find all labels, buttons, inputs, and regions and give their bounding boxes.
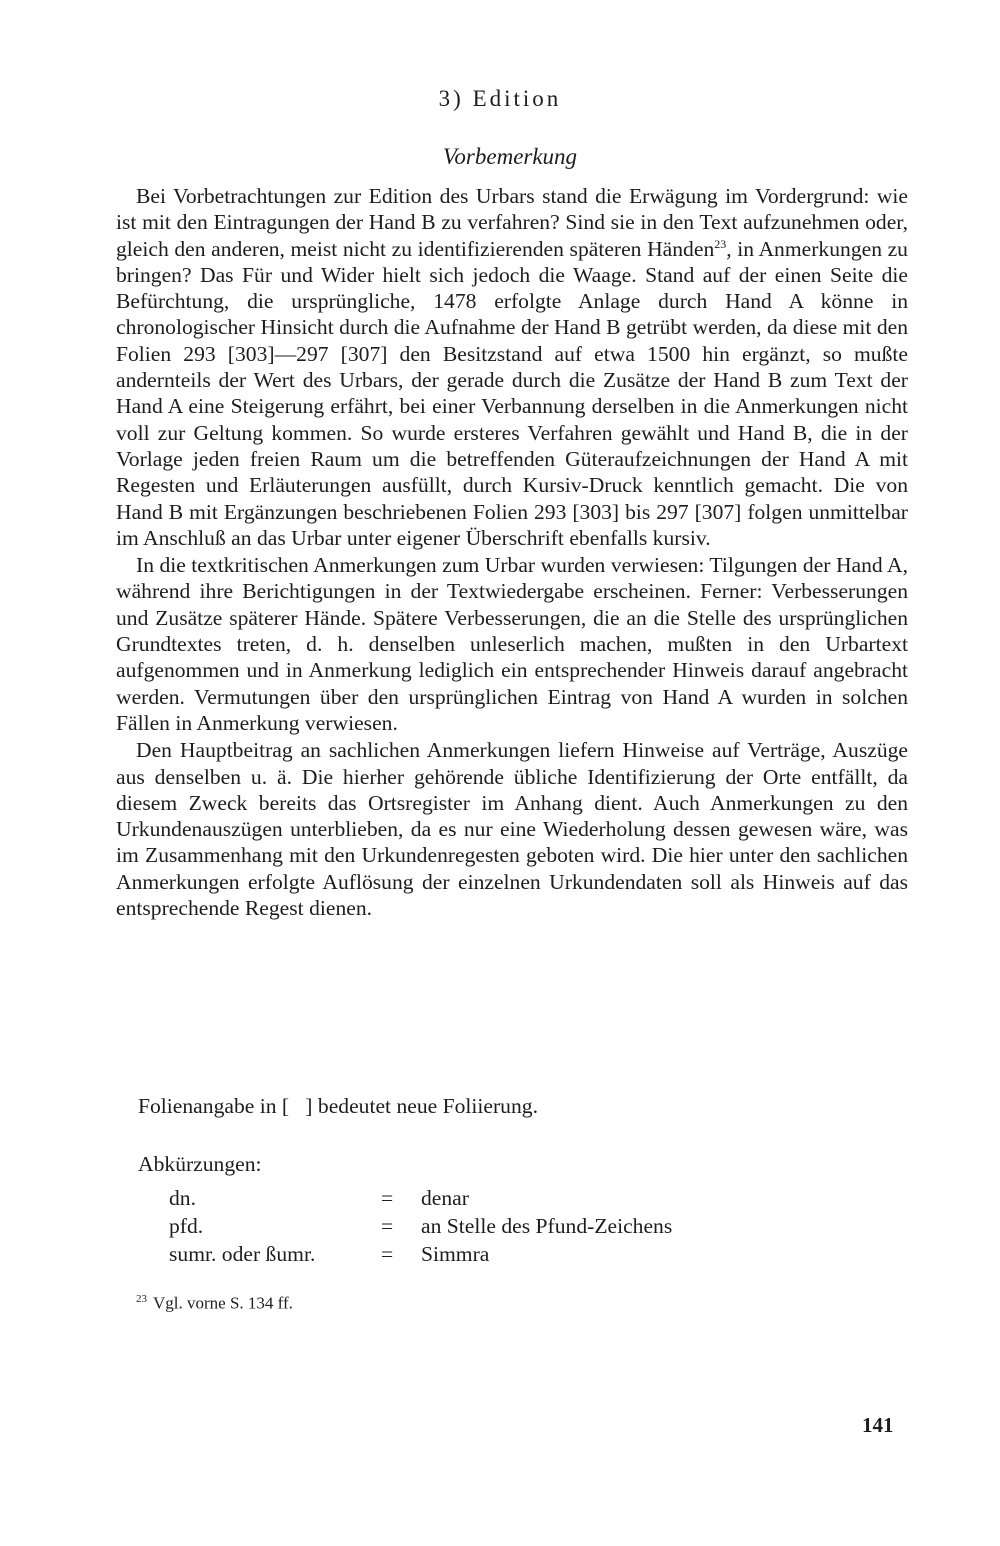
paragraph-3: Den Hauptbeitrag an sachlichen Anmerkungen liefern Hinweise auf Verträge, Auszüge aus denselben u. ä. Die hierher gehörende übliche Identifizierung der Orte entfällt, da diesem Zweck bereits das Ortsregister im Anhang dient. Auch Anmerkungen zu den Urkundenauszügen unterblieben, da es nur eine Wiederholung dessen gewesen wäre, was im Zusammenhang mit den Urkundenregesten geboten wird. Die hier unter den sachlichen Anmerkungen erfolgte Auflösung der einzelnen Urkundendaten soll als Hinweis auf das entsprechende Regest dienen. — [116, 738, 908, 921]
foliierung-note: Folienangabe in [ ] bedeutet neue Foliierung. — [138, 1094, 538, 1118]
abbreviation-meaning: Simmra — [421, 1242, 490, 1266]
paragraph-1-text: Bei Vorbetrachtungen zur Edition des Urbars stand die Erwägung im Vordergrund: wie ist mit den Eintragungen der Hand B zu verfahren? Sind sie in den Text aufzunehmen oder, gleich den anderen, meist nicht zu identifizierenden späteren Händen — [116, 184, 908, 261]
abbreviations-title: Abkürzungen: — [138, 1152, 262, 1176]
paragraph-1 — [116, 183, 908, 551]
abbreviation-row — [169, 1242, 672, 1270]
paragraph-1-text-continued: , in Anmerkungen zu bringen? Das Für und Wider hielt sich jedoch die Waage. Stand auf der einen Seite die Befürchtung, die ursprüngliche, 1478 erfolgte Anlage durch Hand A könne in chronologischer Hinsicht durch die Aufnahme der Hand B getrübt werden, da diese mit den Folien 293 [303]—297 [307] den Besitzstand auf etwa 1500 hin ergänzt, so mußte andernteils der Wert des Urbars, der gerade durch die Zusätze der Hand B zum Text der Hand A eine Steigerung erfährt, bei einer Verbannung derselben in die Anmerkungen nicht voll zur Geltung kommen. So wurde ersteres Verfahren gewählt und Hand B, die in der Vorlage jeden freien Raum um die betreffenden Güteraufzeichnungen der Hand A mit Regesten und Erläuterungen ausfüllt, durch Kursiv-Druck kenntlich gemacht. Die von Hand B mit Ergänzungen beschriebenen Folien 293 [303] bis 297 [307] folgen unmittelbar im Anschluß an das Urbar unter eigener Überschrift ebenfalls kursiv. — [116, 236, 908, 550]
abbreviation-term: pfd. — [169, 1214, 204, 1238]
section-subheading: Vorbemerkung — [442, 144, 578, 169]
abbreviation-equals: = — [381, 1214, 394, 1238]
footnote-reference: 23 — [714, 236, 727, 251]
abbreviation-row — [169, 1214, 672, 1242]
footnote-text: Vgl. vorne S. 134 ff. — [153, 1293, 293, 1313]
abbreviations-table — [169, 1186, 672, 1270]
page-number: 141 — [862, 1413, 894, 1437]
section-heading: 3) Edition — [438, 86, 562, 111]
abbreviation-equals: = — [381, 1242, 394, 1266]
abbreviation-meaning: denar — [421, 1186, 469, 1210]
footnote — [136, 1293, 293, 1314]
abbreviation-row — [169, 1186, 672, 1214]
abbreviation-meaning: an Stelle des Pfund-Zeichens — [421, 1214, 673, 1238]
abbreviation-term: sumr. oder ßumr. — [169, 1242, 316, 1266]
paragraph-2: In die textkritischen Anmerkungen zum Urbar wurden verwiesen: Tilgungen der Hand A, während ihre Berichtigungen in der Textwiedergabe erscheinen. Ferner: Verbesserungen und Zusätze späterer Hände. Spätere Verbesserungen, die an die Stelle des ursprünglichen Grundtextes treten, d. h. denselben unleserlich machen, mußten in den Urbartext aufgenommen und in Anmerkung lediglich ein entsprechender Hinweis darauf angebracht werden. Vermutungen über den ursprünglichen Eintrag von Hand A wurden in solchen Fällen in Anmerkung verwiesen. — [116, 553, 908, 735]
body-text — [116, 183, 908, 921]
abbreviation-term: dn. — [169, 1186, 196, 1210]
abbreviation-equals: = — [381, 1186, 394, 1210]
footnote-number: 23 — [136, 1293, 147, 1305]
